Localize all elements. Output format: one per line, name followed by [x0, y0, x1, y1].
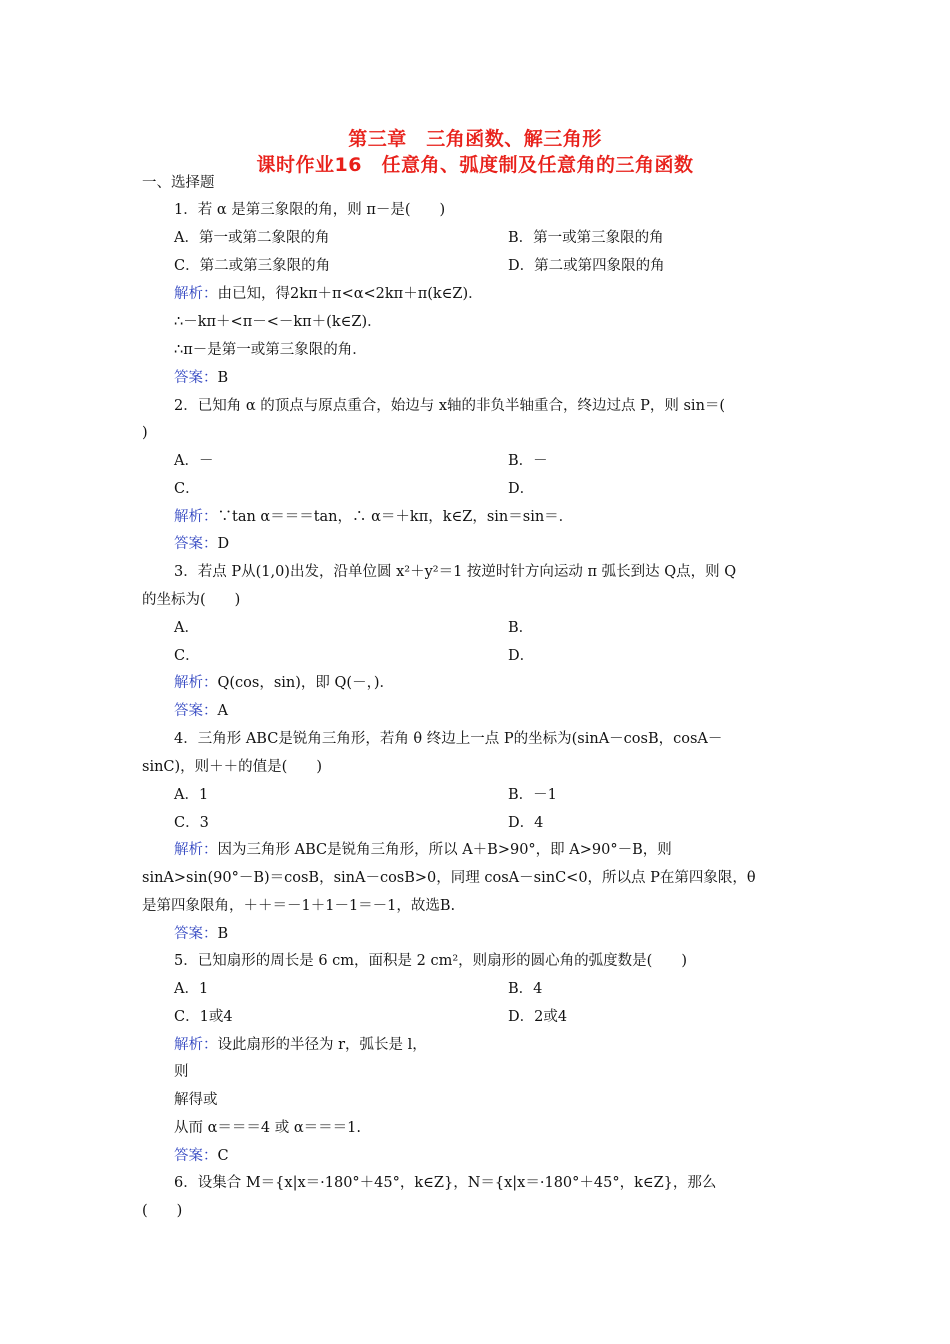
q4-answer [174, 924, 228, 944]
answer-label: 答案： [174, 536, 218, 552]
q4-solution-text-1: 因为三角形 ABC是锐角三角形，所以 A＋B>90°，即 A>90°－B，则 [217, 842, 672, 858]
q1-stem: 1．若 α 是第三象限的角，则 π－是( ) [174, 202, 446, 218]
q2-option-c: C． [174, 481, 200, 497]
chapter-title: 第三章 三角函数、解三角形 [348, 128, 602, 150]
q5-option-a: A．1 [174, 981, 209, 997]
q3-option-b: B． [508, 620, 534, 636]
q1-option-d: D．第二或第四象限的角 [508, 258, 665, 274]
q1-solution-text-1: 由已知，得2kπ＋π<α<2kπ＋π(k∈Z)． [217, 286, 483, 302]
answer-label: 答案： [174, 703, 218, 719]
q5-solution-text-1: 设此扇形的半径为 r，弧长是 l， [217, 1037, 427, 1053]
q5-solution-text-4: 从而 α＝＝＝4 或 α＝＝＝1. [174, 1120, 361, 1136]
q2-option-a: A．－ [174, 453, 214, 469]
q4-option-c: C．3 [174, 815, 209, 831]
q5-stem: 5．已知扇形的周长是 6 cm，面积是 2 cm²，则扇形的圆心角的弧度数是( ) [174, 953, 687, 969]
q2-answer [174, 534, 229, 554]
q5-option-d: D．2或4 [508, 1009, 568, 1025]
q2-solution-text: ∵tan α＝＝＝tan，∴ α＝＋kπ，k∈Z，sin＝sin＝． [217, 509, 574, 525]
q2-option-b: B．－ [508, 453, 548, 469]
q5-answer [174, 1146, 229, 1166]
q5-solution-text-3: 解得或 [174, 1092, 218, 1108]
q1-option-c: C．第二或第三象限的角 [174, 258, 331, 274]
q6-stem-2: ( ) [142, 1203, 183, 1219]
solution-label: 解析： [174, 675, 218, 691]
answer-label: 答案： [174, 1148, 218, 1164]
q6-stem-1: 6．设集合 M＝{x|x＝·180°＋45°，k∈Z}，N＝{x|x＝·180°＋45°，k∈Z}，那么 [174, 1175, 717, 1191]
q2-solution [174, 507, 573, 527]
q1-solution-text-3: ∴π－是第一或第三象限的角． [174, 342, 367, 358]
q4-solution [174, 840, 672, 860]
solution-label: 解析： [174, 1037, 218, 1053]
q2-answer-value: D [217, 536, 230, 552]
q5-option-c: C．1或4 [174, 1009, 233, 1025]
q2-option-d: D． [508, 481, 535, 497]
q1-solution-text-2: ∴－kπ＋<π－<－kπ＋(k∈Z)． [174, 314, 382, 330]
q3-option-a: A． [174, 620, 199, 636]
solution-label: 解析： [174, 286, 218, 302]
q1-answer-value: B [217, 370, 229, 386]
q3-solution-text: Q(cos，sin)，即 Q(－，)． [217, 675, 394, 691]
q4-option-d: D．4 [508, 815, 544, 831]
q5-solution [174, 1035, 427, 1055]
q5-answer-value: C [217, 1148, 229, 1164]
q4-option-b: B．－1 [508, 787, 557, 803]
solution-label: 解析： [174, 842, 218, 858]
q5-solution-text-2: 则 [174, 1064, 189, 1080]
q4-stem-1: 4．三角形 ABC是锐角三角形，若角 θ 终边上一点 P的坐标为(sinA－cosB，cosA－ [174, 731, 723, 747]
answer-label: 答案： [174, 926, 218, 942]
q3-solution [174, 673, 394, 693]
section-heading: 一、选择题 [142, 175, 215, 191]
q4-stem-2: sinC)，则＋＋的值是( ) [142, 759, 322, 775]
q2-stem-1: 2．已知角 α 的顶点与原点重合，始边与 x轴的非负半轴重合，终边过点 P，则 sin＝( [174, 398, 726, 414]
q3-option-c: C． [174, 648, 200, 664]
q4-solution-text-2: sinA>sin(90°－B)＝cosB，sinA－cosB>0，同理 cosA－sinC<0，所以点 P在第四象限，θ [142, 870, 756, 886]
q3-option-d: D． [508, 648, 535, 664]
answer-label: 答案： [174, 370, 218, 386]
q3-answer [174, 701, 228, 721]
q4-answer-value: B [217, 926, 229, 942]
q3-stem-1: 3．若点 P从(1,0)出发，沿单位圆 x²＋y²＝1 按逆时针方向运动 π 弧长到达 Q点，则 Q [174, 564, 737, 580]
q3-stem-2: 的坐标为( ) [142, 592, 241, 608]
q1-solution [174, 284, 483, 304]
q2-stem-2: ) [142, 425, 148, 441]
q3-answer-value: A [217, 703, 228, 719]
q1-answer [174, 368, 228, 388]
solution-label: 解析： [174, 509, 218, 525]
q4-solution-text-3: 是第四象限角，＋＋＝－1＋1－1＝－1，故选B. [142, 898, 456, 914]
q1-option-a: A．第一或第二象限的角 [174, 230, 330, 246]
q5-option-b: B．4 [508, 981, 543, 997]
q1-option-b: B．第一或第三象限的角 [508, 230, 664, 246]
assignment-title: 课时作业16 任意角、弧度制及任意角的三角函数 [256, 154, 694, 176]
q4-option-a: A．1 [174, 787, 209, 803]
